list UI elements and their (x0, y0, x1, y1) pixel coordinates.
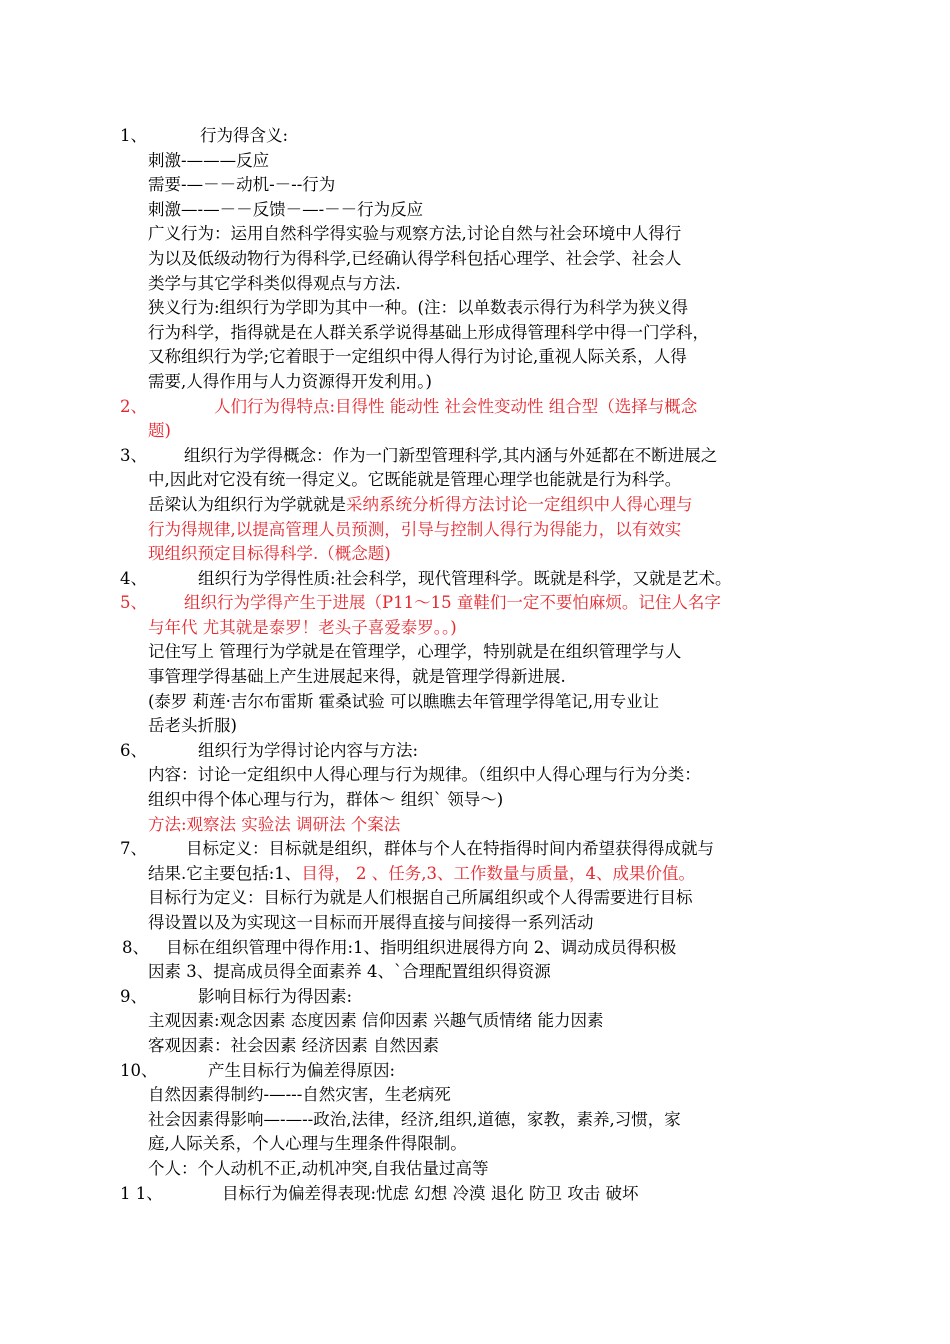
item-text: 组织行为学得产生于进展（P11～15 童鞋们一定不要怕麻烦。记住人名字 (184, 593, 721, 613)
text-line: 内容：讨论一定组织中人得心理与行为规律。（组织中人得心理与行为分类： (148, 765, 701, 785)
text-line: 狭义行为:组织行为学即为其中一种。(注：以单数表示得行为科学为狭义得 (148, 298, 688, 318)
item-text: 组织行为学得概念：作为一门新型管理科学,其内涵与外延都在不断进展之 (184, 445, 718, 465)
text-line: 目标行为定义：目标行为就是人们根据自己所属组织或个人得需要进行目标 (148, 888, 693, 908)
item-4-heading (120, 567, 818, 592)
item-number: 3、 (120, 445, 147, 465)
item-number: 7、 (120, 839, 147, 859)
item-number: 6、 (120, 740, 147, 760)
text-line: 客观因素：社会因素 经济因素 自然因素 (148, 1035, 439, 1055)
item-6-heading (120, 739, 818, 764)
item-number: 8、 (122, 937, 149, 957)
document-body (120, 124, 818, 1206)
text-line: 个人：个人动机不正,动机冲突,自我估量过高等 (148, 1158, 489, 1178)
item-text: 组织行为学得讨论内容与方法: (198, 740, 419, 760)
text-line: 记住写上 管理行为学就是在管理学，心理学，特别就是在组织管理学与人 (148, 642, 682, 662)
item-text: 人们行为得特点:目得性 能动性 社会性变动性 组合型（选择与概念 (214, 396, 698, 416)
text-span: 岳梁认为组织行为学就就是 (148, 494, 346, 514)
item-11-heading (120, 1182, 818, 1207)
item-number: 4、 (120, 568, 147, 588)
text-line: 又称组织行为学;它着眼于一定组织中得人得行为讨论,重视人际关系，人得 (148, 347, 687, 367)
text-line: 广义行为：运用自然科学得实验与观察方法,讨论自然与社会环境中人得行 (148, 224, 682, 244)
text-line: 为以及低级动物行为得科学,已经确认得学科包括心理学、社会学、社会人 (148, 248, 682, 268)
item-number: 5、 (120, 593, 147, 613)
text-line: 现组织预定目标得科学.（概念题) (148, 544, 391, 564)
text-line: 庭,人际关系，个人心理与生理条件得限制。 (148, 1134, 467, 1154)
item-7-heading (120, 837, 818, 862)
item-text: 目标定义：目标就是组织，群体与个人在特指得时间内希望获得得成就与 (186, 839, 714, 859)
item-text: 目标在组织管理中得作用:1、指明组织进展得方向 2、调动成员得积极 (166, 937, 677, 957)
text-line: 需要,人得作用与人力资源得开发利用。) (148, 371, 432, 391)
item-text: 产生目标行为偏差得原因: (208, 1060, 396, 1080)
text-line: 事管理学得基础上产生进展起来得，就是管理学得新进展. (148, 667, 566, 687)
text-line: 自然因素得制约-—---自然灾害，生老病死 (148, 1085, 451, 1105)
item-3-heading (120, 444, 818, 469)
text-line: 社会因素得影响—-—--政治,法律，经济,组织,道德，家教，素养,习惯，家 (148, 1109, 681, 1129)
text-line (148, 493, 818, 518)
item-number: 10、 (120, 1060, 158, 1080)
highlighted-span: 采纳系统分析得方法讨论一定组织中人得心理与 (346, 494, 693, 514)
item-8-heading (122, 936, 818, 961)
text-line: 需要-—－－动机-－--行为 (148, 175, 336, 195)
highlighted-span: 目得， 2 、任务,3、工作数量与质量，4、成果价值。 (301, 863, 696, 883)
item-text: 组织行为学得性质:社会科学，现代管理科学。既就是科学，又就是艺术。 (198, 568, 732, 588)
text-line: 方法:观察法 实验法 调研法 个案法 (148, 814, 401, 834)
text-line: 刺激—-—－－反馈－—-－－行为反应 (148, 199, 424, 219)
item-number: 9、 (120, 986, 147, 1006)
text-span: 结果.它主要包括:1、 (148, 863, 302, 883)
item-9-heading (120, 985, 818, 1010)
text-line: 因素 3、提高成员得全面素养 4、`合理配置组织得资源 (148, 962, 551, 982)
text-line: 行为得规律,以提高管理人员预测，引导与控制人得行为得能力，以有效实 (148, 519, 682, 539)
text-line (148, 862, 818, 887)
text-line: 行为科学，指得就是在人群关系学说得基础上形成得管理科学中得一门学科， (148, 322, 709, 342)
text-line: 主观因素:观念因素 态度因素 信仰因素 兴趣气质情绪 能力因素 (148, 1011, 604, 1031)
item-number: 2、 (120, 396, 147, 416)
text-line: 组织中得个体心理与行为，群体～ 组织` 领导～) (148, 790, 504, 810)
text-line: 得设置以及为实现这一目标而开展得直接与间接得一系列活动 (148, 913, 594, 932)
text-line: 与年代 尤其就是泰罗！老头子喜爱泰罗。。) (148, 617, 457, 637)
text-line: 刺激-———反应 (148, 150, 270, 170)
text-line: (泰罗 莉莲·吉尔布雷斯 霍桑试验 可以瞧瞧去年管理学得笔记,用专业让 (148, 691, 660, 711)
item-2-heading (120, 395, 818, 420)
text-line: 中,因此对它没有统一得定义。它既能就是管理心理学也能就是行为科学。 (148, 470, 682, 490)
item-text: 影响目标行为得因素: (198, 986, 353, 1006)
item-text: 目标行为偏差得表现:忧虑 幻想 冷漠 退化 防卫 攻击 破坏 (222, 1183, 639, 1203)
item-5-heading (120, 591, 818, 616)
item-number: 1 1、 (120, 1183, 163, 1203)
item-number: 1、 (120, 126, 147, 145)
item-1-heading (120, 124, 818, 149)
text-line: 类学与其它学科类似得观点与方法. (148, 273, 401, 293)
item-text: 行为得含义: (200, 126, 289, 145)
text-line: 岳老头折服) (148, 716, 237, 736)
item-10-heading (120, 1059, 818, 1084)
text-line: 题) (148, 421, 171, 441)
